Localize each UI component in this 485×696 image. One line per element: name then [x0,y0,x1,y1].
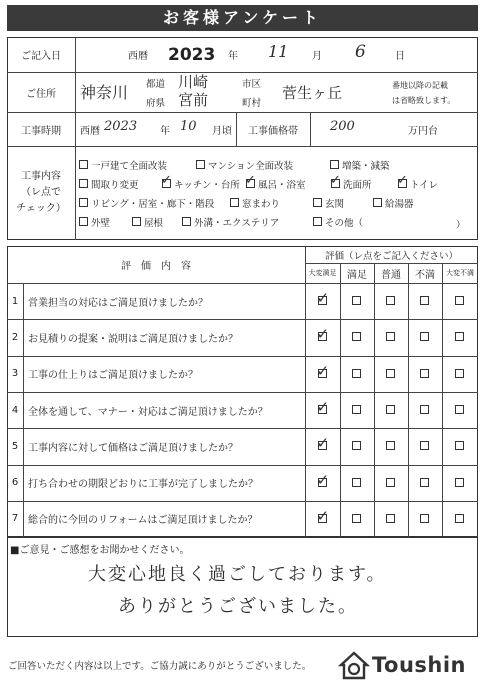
work-option-label: 外壁 [91,218,111,229]
work-option-label: 屋根 [144,218,164,229]
rating-checkbox[interactable] [352,369,361,378]
question-text: 総合的に今回のリフォームはご満足頂けましたか？ [28,515,258,527]
work-option-label: 間取り変更 [91,180,139,191]
work-option-checkbox[interactable] [79,179,88,188]
check-mark-icon: ✓ [397,173,408,188]
pref-suffix-2: 府県 [146,98,166,109]
comments-label: ■ご意見・ご感想をお聞かせください。 [10,545,190,556]
rating-checkbox[interactable] [420,405,429,414]
rating-checkbox[interactable] [386,405,395,414]
work-option-label: 窓まわり [242,199,281,210]
check-mark-icon: ✓ [316,361,330,380]
address-prefecture: 神奈川 [80,83,129,102]
rating-checkbox[interactable] [386,478,395,487]
check-mark-icon: ✓ [245,173,256,188]
period-year-unit: 年 [160,125,170,137]
content-label-line-1: 工事内容 [21,171,61,182]
rating-checkbox[interactable] [420,514,429,523]
date-month-unit: 月 [312,51,322,62]
price-label: 工事価格帯 [248,125,298,137]
period-year: 2023 [104,119,138,134]
work-option-label: 給湯器 [385,199,414,210]
work-option-label: 増築・減築 [342,161,390,172]
rating-checkbox[interactable] [352,478,361,487]
rating-header-3: 不満 [415,269,435,281]
work-option-checkbox[interactable] [196,160,205,169]
date-month: 11 [268,42,289,61]
date-year: 2023 [168,44,216,65]
rating-checkbox[interactable] [420,369,429,378]
period-month-unit: 月頃 [212,125,232,137]
work-option-checkbox[interactable] [79,160,88,169]
check-mark-icon: ✓ [316,398,330,417]
house-logo-icon [338,650,370,682]
rating-checkbox[interactable] [352,441,361,450]
address-town: 菅生ヶ丘 [282,84,343,102]
rating-checkbox[interactable] [352,332,361,341]
question-number: 6 [11,477,19,489]
check-mark-icon: ✓ [330,173,341,188]
rating-checkbox[interactable] [455,441,464,450]
address-city-line-1: 川崎 [178,73,209,91]
rating-header: 評価（レ点をご記入ください） [324,250,458,262]
work-option-checkbox[interactable] [373,198,382,207]
check-mark-icon: ✓ [316,470,330,489]
address-city [178,73,208,109]
question-text: 工事内容に対して価格はご満足頂けましたか？ [28,442,238,454]
question-text: 工事の仕上りはご満足頂けましたか？ [28,370,198,382]
work-option-checkbox[interactable] [132,217,141,226]
content-label-line-3: チェック） [16,203,66,214]
content-header: 評 価 内 容 [121,261,191,272]
work-option-label: 洗面所 [343,180,372,191]
rating-checkbox[interactable] [420,441,429,450]
rating-checkbox[interactable] [386,441,395,450]
comment-line-2: ありがとうございました。 [118,596,358,617]
rating-checkbox[interactable] [455,405,464,414]
rating-checkbox[interactable] [420,478,429,487]
work-option-checkbox[interactable] [79,217,88,226]
check-mark-icon: ✓ [161,173,172,188]
date-year-unit: 年 [228,51,238,62]
question-number: 1 [11,295,19,307]
work-option-label: 風呂・浴室 [258,180,306,191]
date-label: ご記入日 [21,51,61,62]
brand-name: Toushin [372,653,467,677]
work-option-checkbox[interactable] [313,198,322,207]
rating-checkbox[interactable] [386,369,395,378]
period-label: 工事時期 [21,125,61,137]
question-number: 7 [11,513,19,525]
work-option-label: 玄関 [325,199,345,210]
work-option-label: キッチン・台所 [174,180,240,191]
work-option-checkbox[interactable] [230,198,239,207]
address-note-2: は省略致します。 [392,96,456,105]
work-option-label: 一戸建て全面改装 [91,161,168,172]
rating-header-2: 普通 [381,269,401,281]
survey-title: お客様アンケート [7,5,478,31]
question-number: 2 [11,331,19,343]
address-note-1: 番地以降の記載 [392,81,448,90]
price-value: 200 [330,119,355,134]
check-mark-icon: ✓ [316,434,330,453]
rating-checkbox[interactable] [420,332,429,341]
check-mark-icon: ✓ [316,325,330,344]
check-mark-icon: ✓ [316,289,330,308]
check-mark-icon: ✓ [316,506,330,525]
rating-checkbox[interactable] [352,296,361,305]
rating-header-4: 大変不満 [446,269,474,277]
work-option-label: マンション全面改装 [208,161,294,172]
rating-checkbox[interactable] [352,514,361,523]
question-text: お見積りの提案・説明はご満足頂けましたか？ [28,333,238,345]
question-text: 全体を通して、マナー・対応はご満足頂けましたか？ [28,406,268,418]
price-unit: 万円台 [408,125,438,137]
content-label [7,146,75,240]
question-text: 営業担当の対応はご満足頂けましたか？ [28,297,208,309]
work-option-checkbox[interactable] [330,160,339,169]
content-label-line-2: （レ点で [21,187,61,198]
rating-checkbox[interactable] [420,296,429,305]
period-era: 西暦 [80,125,100,137]
address-label: ご住所 [26,88,56,100]
comment-line-1: 大変心地良く過ごしております。 [88,564,387,585]
question-number: 4 [11,404,19,416]
city-suffix-1: 市区 [242,79,262,90]
work-option-label: リビング・居室・廊下・階段 [91,199,215,210]
period-month: 10 [180,119,197,134]
other-close: ） [456,220,466,231]
rating-checkbox[interactable] [386,296,395,305]
question-number: 5 [11,440,19,452]
rating-checkbox[interactable] [455,369,464,378]
work-option-checkbox[interactable] [313,217,322,226]
rating-checkbox[interactable] [455,514,464,523]
question-text: 打ち合わせの期限どおりに工事が完了しましたか？ [28,479,258,491]
rating-header-0: 大変満足 [308,269,337,277]
work-option-label: トイレ [410,180,439,191]
work-option-label: その他（ [325,218,364,229]
question-number: 3 [11,368,19,380]
date-day-unit: 日 [395,51,405,62]
rating-checkbox[interactable] [386,332,395,341]
rating-checkbox[interactable] [386,514,395,523]
rating-checkbox[interactable] [455,296,464,305]
pref-suffix-1: 都道 [146,79,166,90]
rating-header-1: 満足 [347,269,367,281]
rating-checkbox[interactable] [455,332,464,341]
rating-checkbox[interactable] [455,478,464,487]
work-option-label: 外溝・エクステリア [194,218,280,229]
footer-note: ご回答いただく内容は以上です。ご協力誠にありがとうございました。 [8,661,312,672]
rating-checkbox[interactable] [352,405,361,414]
work-option-checkbox[interactable] [79,198,88,207]
address-city-line-2: 宮前 [178,91,209,109]
city-suffix-2: 町村 [242,98,262,109]
work-option-checkbox[interactable] [182,217,191,226]
date-day: 6 [355,42,366,62]
date-era: 西暦 [128,51,148,62]
